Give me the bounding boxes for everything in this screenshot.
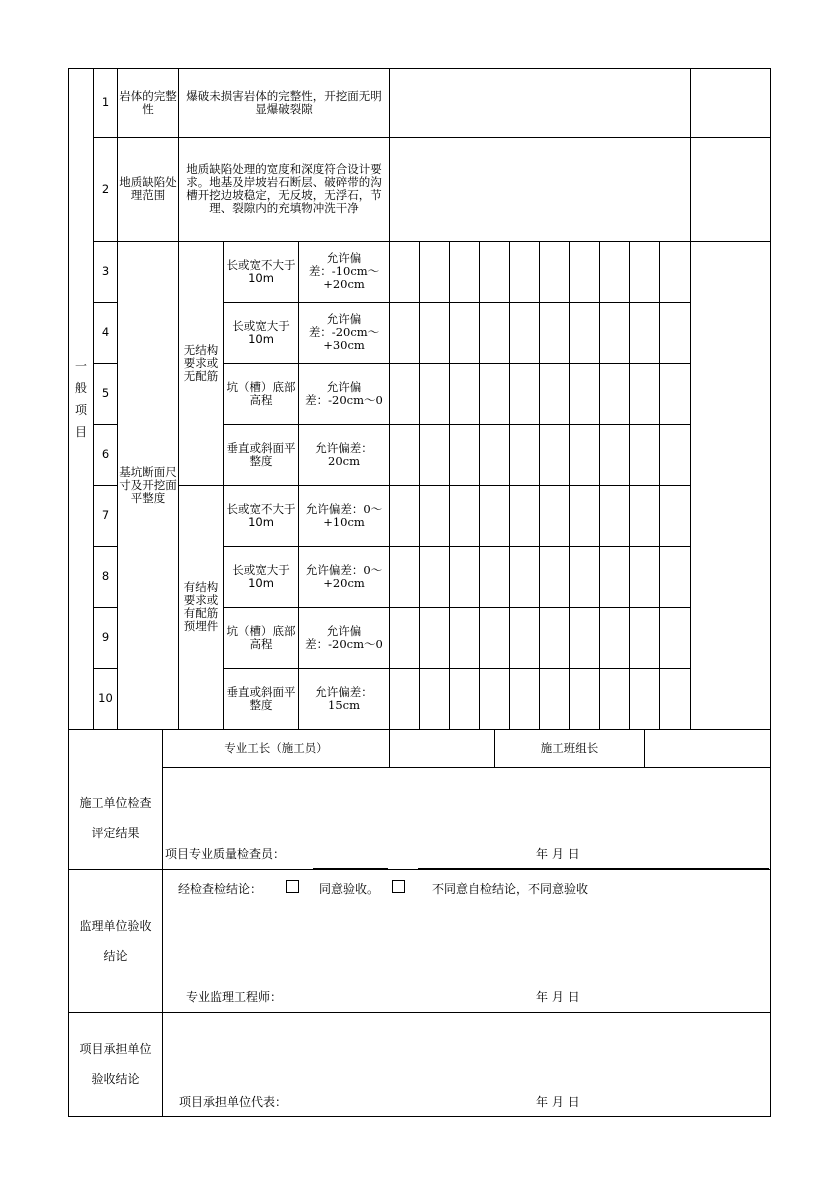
construction-title-line: 评定结果 <box>91 826 140 840</box>
grid-line <box>313 868 388 869</box>
grid-line <box>68 1012 771 1013</box>
grid-line <box>539 241 540 730</box>
excavation-item-label: 基坑断面尺寸及开挖面平整度 <box>119 464 177 505</box>
supervision-title <box>70 870 161 1011</box>
row-number: 1 <box>101 95 110 109</box>
grid-line <box>162 767 771 768</box>
undertaker-title <box>70 1013 161 1115</box>
grid-line <box>569 241 570 730</box>
grid-line <box>419 241 420 730</box>
grid-line <box>93 68 94 730</box>
row-number: 7 <box>101 508 110 522</box>
row-number: 6 <box>101 447 110 461</box>
grid-line <box>117 68 118 730</box>
row-item: 岩体的完整性 <box>119 88 177 116</box>
grid-line <box>178 68 179 730</box>
section-label-char: 项 <box>74 402 87 417</box>
row-tolerance: 允许偏差：15cm <box>315 684 373 712</box>
row-tolerance: 允许偏差：0～+20cm <box>305 562 383 590</box>
grid-line <box>690 68 691 730</box>
undertaker-title-line: 验收结论 <box>91 1072 140 1086</box>
construction-title-line: 施工单位检查 <box>79 796 152 810</box>
row-number: 8 <box>101 569 110 583</box>
row-requirement: 地质缺陷处理的宽度和深度符合设计要求。地基及岸坡岩石断层、破碎带的沟槽开挖边坡稳定，无反坡，无浮石，节理、裂隙内的充填物冲洗干净 <box>186 162 382 215</box>
row-number: 5 <box>101 386 110 400</box>
row-number: 4 <box>101 325 110 339</box>
row-number: 3 <box>101 264 110 278</box>
grid-line <box>449 241 450 730</box>
grid-line <box>644 729 645 768</box>
agree-label: 同意验收。 <box>319 882 380 896</box>
group-label: 无结构要求或无配筋 <box>183 342 219 383</box>
row-tolerance: 允许偏差：-10cm～+20cm <box>308 251 380 291</box>
disagree-label: 不同意自检结论，不同意验收 <box>432 882 589 896</box>
grid-line <box>162 729 163 1117</box>
engineer-label: 专业监理工程师： <box>186 990 283 1004</box>
grid-line <box>68 869 771 870</box>
row-subitem: 长或宽不大于10m <box>226 501 296 529</box>
agree-checkbox[interactable] <box>286 880 299 893</box>
grid-line <box>68 68 69 1117</box>
inspector-label: 项目专业质量检查员： <box>165 847 286 861</box>
grid-line <box>389 68 390 730</box>
grid-line <box>313 869 388 870</box>
team-leader-label: 施工班组长 <box>540 740 599 755</box>
row-tolerance: 允许偏差：20cm <box>315 440 373 468</box>
row-subitem: 垂直或斜面平整度 <box>226 684 296 712</box>
representative-label: 项目承担单位代表： <box>179 1095 288 1109</box>
row-subitem: 垂直或斜面平整度 <box>226 440 296 468</box>
supervision-title-line: 结论 <box>103 948 128 963</box>
grid-line <box>68 1116 771 1117</box>
supervision-date: 年 月 日 <box>536 990 580 1004</box>
section-label-general <box>70 69 92 728</box>
row-number: 2 <box>101 181 110 196</box>
row-tolerance: 允许偏差：-20cm～0 <box>305 379 383 407</box>
construction-date: 年 月 日 <box>536 847 580 861</box>
conclusion-label: 经检查检结论： <box>178 882 263 896</box>
row-tolerance: 允许偏差：-20cm～+30cm <box>308 312 380 352</box>
grid-line <box>509 241 510 730</box>
row-item: 地质缺陷处理范围 <box>119 175 177 202</box>
grid-line <box>494 729 495 768</box>
row-requirement: 爆破未损害岩体的完整性，开挖面无明显爆破裂隙 <box>186 88 382 116</box>
section-label-char: 一 <box>74 358 87 373</box>
row-tolerance: 允许偏差：0～+10cm <box>305 501 383 529</box>
group-label: 有结构要求或有配筋预埋件 <box>183 580 219 633</box>
grid-line <box>223 241 224 730</box>
grid-line <box>479 241 480 730</box>
grid-line <box>599 241 600 730</box>
grid-line <box>418 868 769 869</box>
row-tolerance: 允许偏差：-20cm～0 <box>305 623 383 651</box>
undertaker-title-line: 项目承担单位 <box>79 1042 152 1056</box>
grid-line <box>298 241 299 730</box>
grid-line <box>389 729 390 768</box>
grid-line <box>629 241 630 730</box>
row-subitem: 坑（槽）底部高程 <box>226 623 296 651</box>
foreman-label: 专业工长（施工员） <box>224 740 328 755</box>
disagree-checkbox[interactable] <box>392 880 405 893</box>
row-number: 10 <box>98 691 113 705</box>
undertaker-date: 年 月 日 <box>536 1095 580 1109</box>
grid-line <box>659 241 660 730</box>
row-subitem: 长或宽不大于10m <box>226 257 296 285</box>
section-label-char: 目 <box>74 424 87 439</box>
row-number: 9 <box>101 630 110 644</box>
row-subitem: 长或宽大于10m <box>232 562 290 590</box>
row-subitem: 坑（槽）底部高程 <box>226 379 296 407</box>
supervision-title-line: 监理单位验收 <box>79 918 152 933</box>
construction-title <box>70 768 161 868</box>
grid-line <box>770 68 771 1117</box>
row-subitem: 长或宽大于10m <box>232 318 290 346</box>
section-label-char: 般 <box>74 380 87 395</box>
